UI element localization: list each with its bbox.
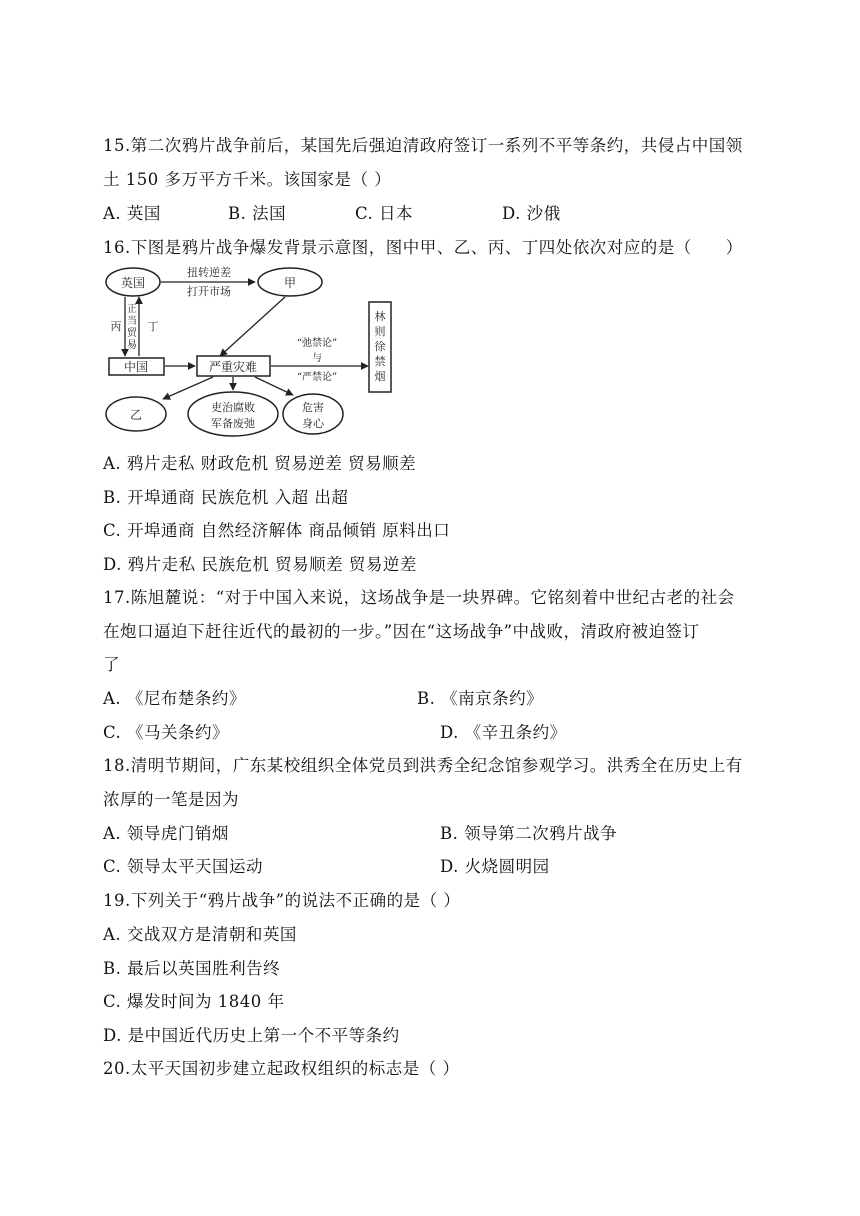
q17-option-a: A. 《尼布楚条约》 — [103, 689, 246, 708]
ding-label: 丁 — [147, 320, 159, 333]
q19-option-c: C. 爆发时间为 1840 年 — [103, 992, 285, 1011]
yu-label: 与 — [312, 353, 322, 364]
q18-option-c: C. 领导太平天国运动 — [103, 857, 264, 876]
harm-label-1: 危害 — [302, 401, 324, 414]
q17-stem-line3: 了 — [103, 655, 120, 674]
q15-option-d: D. 沙俄 — [502, 204, 561, 223]
chi-jin-label: “弛禁论” — [296, 338, 338, 349]
q17-option-d: D. 《辛丑条约》 — [440, 723, 567, 742]
q15-stem-line2: 土 150 多万平方千米。该国家是（ ） — [103, 170, 392, 189]
q16-stem: 16.下图是鸦片战争爆发背景示意图，图中甲、乙、丙、丁四处依次对应的是（ ） — [103, 238, 743, 257]
q18-stem-line1: 18.清明节期间，广东某校组织全体党员到洪秀全纪念馆参观学习。洪秀全在历史上有 — [103, 756, 743, 775]
opium-war-diagram — [103, 262, 398, 437]
yi-label: 乙 — [129, 408, 143, 422]
q17-option-b: B. 《南京条约》 — [417, 689, 544, 708]
corruption-label-1: 吏治腐败 — [211, 401, 255, 414]
q19-option-b: B. 最后以英国胜利告终 — [103, 959, 281, 978]
britain-label: 英国 — [120, 276, 146, 290]
q17-stem-line2: 在炮口逼迫下赶往近代的最初的一步。”因在“这场战争”中战败，清政府被迫签订 — [103, 622, 700, 641]
q15-option-c: C. 日本 — [355, 204, 414, 223]
q19-option-d: D. 是中国近代历史上第一个不平等条约 — [103, 1026, 400, 1045]
q18-option-a: A. 领导虎门销烟 — [103, 824, 229, 843]
arrow-disaster-harm — [255, 377, 293, 395]
q15-option-b: B. 法国 — [228, 204, 287, 223]
q16-option-b: B. 开埠通商 民族危机 入超 出超 — [103, 488, 349, 507]
q18-stem-line2: 浓厚的一笔是因为 — [103, 790, 239, 809]
q20-stem: 20.太平天国初步建立起政权组织的标志是（ ） — [103, 1059, 460, 1078]
arrow-disaster-yi — [163, 377, 213, 399]
q16-option-d: D. 鸦片走私 民族危机 贸易顺差 贸易逆差 — [103, 555, 417, 574]
q19-option-a: A. 交战双方是清朝和英国 — [103, 925, 297, 944]
china-label: 中国 — [123, 360, 149, 374]
jia-label: 甲 — [283, 276, 297, 290]
q19-stem: 19.下列关于“鸦片战争”的说法不正确的是（ ） — [103, 891, 461, 910]
q16-option-a: A. 鸦片走私 财政危机 贸易逆差 贸易顺差 — [103, 454, 417, 473]
q15-stem-line1: 15.第二次鸦片战争前后，某国先后强迫清政府签订一系列不平等条约，共侵占中国领 — [103, 136, 743, 155]
q15-option-a: A. 英国 — [103, 204, 161, 223]
q16-option-c: C. 开埠通商 自然经济解体 商品倾销 原料出口 — [103, 521, 451, 540]
q18-option-b: B. 领导第二次鸦片战争 — [440, 824, 618, 843]
yan-jin-label: “严禁论” — [296, 372, 338, 383]
lin-label: 林则徐禁烟 — [374, 310, 386, 383]
corruption-label-2: 军备废弛 — [211, 417, 255, 430]
bing-label: 丙 — [110, 320, 122, 333]
q17-option-c: C. 《马关条约》 — [103, 723, 230, 742]
q17-stem-line1: 17.陈旭麓说：“对于中国入来说，这场战争是一块界碑。它铭刻着中世纪古老的社会 — [103, 588, 735, 607]
q18-option-d: D. 火烧圆明园 — [440, 857, 550, 876]
arrow-jia-disaster — [220, 297, 285, 356]
harm-label-2: 身心 — [302, 417, 324, 430]
vertical-text: 正当贸易 — [127, 304, 137, 351]
arrow-text-2: 打开市场 — [187, 285, 231, 298]
arrow-text-1: 扭转逆差 — [187, 266, 231, 279]
disaster-label: 严重灾难 — [208, 360, 258, 374]
